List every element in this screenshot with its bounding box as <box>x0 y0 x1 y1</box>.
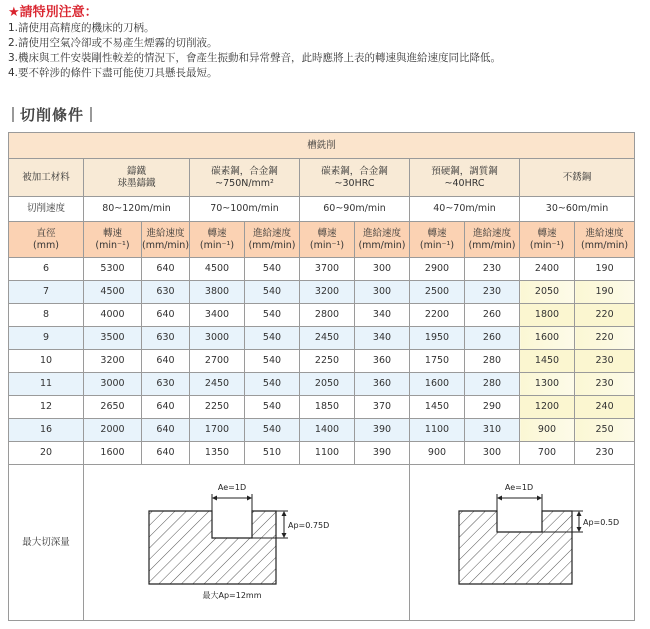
value-cell: 3000 <box>190 327 245 350</box>
feed-label: 進給速度 (mm/min) <box>575 222 635 258</box>
value-cell: 540 <box>245 327 300 350</box>
diagram-cell-1 <box>84 465 410 621</box>
max-ap-label: 最大Ap=12mm <box>202 590 262 600</box>
value-cell: 540 <box>245 350 300 373</box>
value-cell: 310 <box>465 419 520 442</box>
note-line-3: 3.機床與工件安裝剛性較差的情況下，會產生振動和异常聲音，此時應將上表的轉速與進給速度同比降低。 <box>8 52 502 64</box>
value-cell: 260 <box>465 304 520 327</box>
speed-cast-iron: 80~120m/min <box>84 197 190 222</box>
value-cell: 300 <box>355 281 410 304</box>
diameter-label: 直徑 (mm) <box>9 222 84 258</box>
value-cell: 1750 <box>410 350 465 373</box>
section-heading <box>12 103 92 125</box>
depth-label: 最大切深量 <box>9 465 84 621</box>
value-cell: 630 <box>142 373 190 396</box>
table-row <box>9 304 635 327</box>
note-line-4: 4.要不幹涉的條件下盡可能使刀具懸長最短。 <box>8 67 218 79</box>
rpm-label: 轉速 (min⁻¹) <box>300 222 355 258</box>
feed-label: 進給速度 (mm/min) <box>465 222 520 258</box>
value-cell: 2450 <box>300 327 355 350</box>
diameter-cell: 16 <box>9 419 84 442</box>
speed-carbon-steel-750: 70~100m/min <box>190 197 300 222</box>
value-cell: 3700 <box>300 258 355 281</box>
note-line-1: 1.請使用高精度的機床的刀柄。 <box>8 22 155 34</box>
material-carbon-steel-30hrc: 碳素鋼，合金鋼 ~30HRC <box>300 159 410 197</box>
value-cell: 640 <box>142 258 190 281</box>
ae-label: Ae=1D <box>504 482 534 492</box>
value-cell: 360 <box>355 373 410 396</box>
note-line-2: 2.請使用空氣冷卻或不易產生煙霧的切削液。 <box>8 37 218 49</box>
value-cell: 3200 <box>84 350 142 373</box>
value-cell: 230 <box>575 442 635 465</box>
table-row <box>9 281 635 304</box>
value-cell: 4000 <box>84 304 142 327</box>
value-cell: 1950 <box>410 327 465 350</box>
speed-stainless: 30~60m/min <box>520 197 635 222</box>
value-cell: 1450 <box>520 350 575 373</box>
value-cell: 900 <box>410 442 465 465</box>
notes-section <box>8 4 644 81</box>
value-cell: 220 <box>575 304 635 327</box>
value-cell: 4500 <box>84 281 142 304</box>
value-cell: 1600 <box>520 327 575 350</box>
value-cell: 1350 <box>190 442 245 465</box>
value-cell: 230 <box>575 373 635 396</box>
value-cell: 2900 <box>410 258 465 281</box>
value-cell: 280 <box>465 373 520 396</box>
material-carbon-steel-750: 碳素鋼，合金鋼 ~750N/mm² <box>190 159 300 197</box>
diameter-cell: 7 <box>9 281 84 304</box>
value-cell: 1700 <box>190 419 245 442</box>
value-cell: 260 <box>465 327 520 350</box>
value-cell: 900 <box>520 419 575 442</box>
value-cell: 370 <box>355 396 410 419</box>
diameter-cell: 9 <box>9 327 84 350</box>
value-cell: 2800 <box>300 304 355 327</box>
value-cell: 640 <box>142 350 190 373</box>
value-cell: 2450 <box>190 373 245 396</box>
ap-label: Ap=0.75D <box>288 520 330 530</box>
value-cell: 390 <box>355 442 410 465</box>
table-row <box>9 327 635 350</box>
table-row <box>9 419 635 442</box>
value-cell: 300 <box>465 442 520 465</box>
speed-label: 切削速度 <box>9 197 84 222</box>
section-title: 切削條件 <box>20 105 85 124</box>
value-cell: 640 <box>142 419 190 442</box>
feed-label: 進給速度 (mm/min) <box>355 222 410 258</box>
value-cell: 280 <box>465 350 520 373</box>
rpm-label: 轉速 (min⁻¹) <box>520 222 575 258</box>
feed-label: 進給速度 (mm/min) <box>142 222 190 258</box>
table-row <box>9 258 635 281</box>
value-cell: 1100 <box>410 419 465 442</box>
cutting-conditions-table <box>8 132 635 621</box>
slot-diagram-1 <box>84 466 414 616</box>
diameter-cell: 12 <box>9 396 84 419</box>
value-cell: 2250 <box>300 350 355 373</box>
value-cell: 1850 <box>300 396 355 419</box>
value-cell: 360 <box>355 350 410 373</box>
material-label: 被加工材料 <box>9 159 84 197</box>
material-cast-iron: 鑄鐵 球墨鑄鐵 <box>84 159 190 197</box>
value-cell: 340 <box>355 327 410 350</box>
material-prehardened-steel: 預硬鋼，調質鋼 ~40HRC <box>410 159 520 197</box>
value-cell: 3000 <box>84 373 142 396</box>
value-cell: 1300 <box>520 373 575 396</box>
value-cell: 5300 <box>84 258 142 281</box>
diameter-cell: 8 <box>9 304 84 327</box>
value-cell: 640 <box>142 304 190 327</box>
value-cell: 2500 <box>410 281 465 304</box>
value-cell: 190 <box>575 258 635 281</box>
value-cell: 300 <box>355 258 410 281</box>
workpiece-hatch <box>149 511 276 584</box>
value-cell: 640 <box>142 396 190 419</box>
value-cell: 4500 <box>190 258 245 281</box>
value-cell: 2400 <box>520 258 575 281</box>
rpm-label: 轉速 (min⁻¹) <box>410 222 465 258</box>
heading-bar-right <box>90 107 92 122</box>
value-cell: 230 <box>465 258 520 281</box>
value-cell: 2700 <box>190 350 245 373</box>
heading-bar-left <box>12 107 14 122</box>
table-row <box>9 350 635 373</box>
ap-label: Ap=0.5D <box>583 517 620 527</box>
value-cell: 640 <box>142 442 190 465</box>
diameter-cell: 20 <box>9 442 84 465</box>
value-cell: 1800 <box>520 304 575 327</box>
value-cell: 230 <box>465 281 520 304</box>
feed-label: 進給速度 (mm/min) <box>245 222 300 258</box>
subheader-row <box>9 222 635 258</box>
value-cell: 2050 <box>520 281 575 304</box>
value-cell: 540 <box>245 258 300 281</box>
value-cell: 540 <box>245 281 300 304</box>
value-cell: 2000 <box>84 419 142 442</box>
workpiece-hatch <box>459 511 572 584</box>
value-cell: 1600 <box>84 442 142 465</box>
table-row <box>9 442 635 465</box>
diameter-cell: 6 <box>9 258 84 281</box>
value-cell: 2650 <box>84 396 142 419</box>
value-cell: 2050 <box>300 373 355 396</box>
value-cell: 630 <box>142 327 190 350</box>
slot-diagram-2 <box>417 466 627 616</box>
diameter-cell: 11 <box>9 373 84 396</box>
value-cell: 510 <box>245 442 300 465</box>
value-cell: 2200 <box>410 304 465 327</box>
value-cell: 1600 <box>410 373 465 396</box>
table-header: 槽銑削 <box>9 133 635 159</box>
value-cell: 700 <box>520 442 575 465</box>
value-cell: 3400 <box>190 304 245 327</box>
value-cell: 630 <box>142 281 190 304</box>
value-cell: 3800 <box>190 281 245 304</box>
value-cell: 540 <box>245 419 300 442</box>
value-cell: 1450 <box>410 396 465 419</box>
value-cell: 540 <box>245 373 300 396</box>
value-cell: 3200 <box>300 281 355 304</box>
value-cell: 190 <box>575 281 635 304</box>
ae-label: Ae=1D <box>217 482 247 492</box>
value-cell: 1200 <box>520 396 575 419</box>
speed-carbon-steel-30hrc: 60~90m/min <box>300 197 410 222</box>
rpm-label: 轉速 (min⁻¹) <box>190 222 245 258</box>
material-row <box>9 159 635 197</box>
header-row <box>9 133 635 159</box>
table-row <box>9 373 635 396</box>
value-cell: 390 <box>355 419 410 442</box>
value-cell: 1100 <box>300 442 355 465</box>
value-cell: 540 <box>245 396 300 419</box>
diameter-cell: 10 <box>9 350 84 373</box>
value-cell: 1400 <box>300 419 355 442</box>
value-cell: 540 <box>245 304 300 327</box>
value-cell: 2250 <box>190 396 245 419</box>
value-cell: 3500 <box>84 327 142 350</box>
value-cell: 290 <box>465 396 520 419</box>
table-row <box>9 396 635 419</box>
value-cell: 340 <box>355 304 410 327</box>
notes-title: ★請特別注意： <box>8 5 98 20</box>
material-stainless: 不銹鋼 <box>520 159 635 197</box>
rpm-label: 轉速 (min⁻¹) <box>84 222 142 258</box>
speed-row <box>9 197 635 222</box>
diagram-cell-2 <box>410 465 635 621</box>
value-cell: 230 <box>575 350 635 373</box>
value-cell: 220 <box>575 327 635 350</box>
speed-prehardened-steel: 40~70m/min <box>410 197 520 222</box>
value-cell: 250 <box>575 419 635 442</box>
value-cell: 240 <box>575 396 635 419</box>
depth-row <box>9 465 635 621</box>
